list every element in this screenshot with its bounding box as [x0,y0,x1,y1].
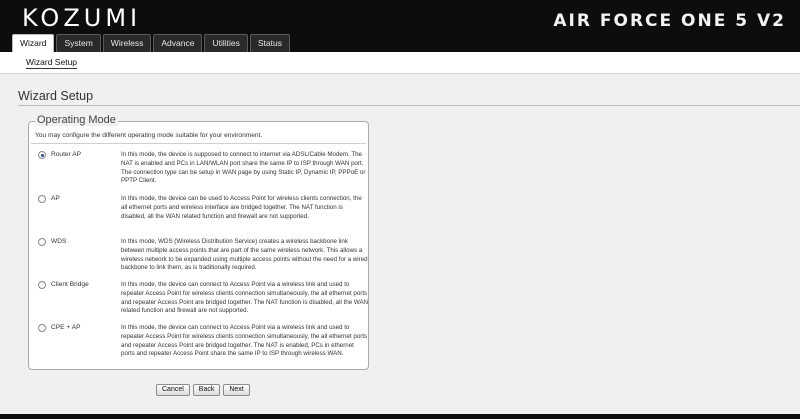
page-title: Wizard Setup [18,89,94,103]
title-divider [18,105,800,106]
next-button[interactable]: Next [223,384,249,396]
radio-ap[interactable] [38,195,46,203]
tab-advance[interactable]: Advance [153,34,202,52]
operating-mode-intro: You may configure the different operating mode suitable for your environment. [35,132,263,139]
mode-label: WDS [51,238,67,245]
cancel-button[interactable]: Cancel [156,384,190,396]
intro-divider [31,143,366,144]
back-button[interactable]: Back [193,384,221,396]
tab-utilities[interactable]: Utilities [204,34,247,52]
mode-label: Client Bridge [51,281,89,288]
mode-description: In this mode, WDS (Wireless Distribution Service) creates a wireless backbone link between multiple access points that are part of the same wireless network. This allows a wireless network to be expanded using multiple access points without the need for a wired backbone to link them, as is traditionally required. [121,238,368,272]
radio-client-bridge[interactable] [38,281,46,289]
mode-label: Router AP [51,151,82,158]
mode-description: In this mode, the device is supposed to connect to internet via ADSL/Cable Modem. The NAT is enabled and PCs in LAN/WLAN port share the same IP to ISP through WAN port. The connection type can be setup in WAN page by using Static IP, Dynamic IP, PPPoE or PPTP Client. [121,151,366,185]
tab-wireless[interactable]: Wireless [103,34,152,52]
tab-status[interactable]: Status [250,34,290,52]
brand-logo: KOZUMI [22,4,142,32]
mode-label: AP [51,195,60,202]
fieldset-legend: Operating Mode [37,114,116,126]
bottom-edge-bar [0,414,800,419]
product-name: AIR FORCE ONE 5 V2 [553,11,786,31]
wizard-button-row [156,384,250,396]
tab-system[interactable]: System [56,34,100,52]
subnav-link-wizard-setup[interactable]: Wizard Setup [26,57,78,67]
mode-description: In this mode, the device can connect to Access Point via a wireless link and used to repeater Access Point for wireless clients connection simultaneously, the all ethernet ports and repeater Access Point are bridged together. The NAT function is disabled, all the WAN related function and firewall are not supported. [121,281,369,315]
main-tab-bar [12,34,290,52]
tab-wizard[interactable]: Wizard [12,34,54,52]
mode-label: CPE + AP [51,324,81,331]
radio-router-ap[interactable] [38,151,46,159]
sub-navigation [0,52,800,74]
radio-wds[interactable] [38,238,46,246]
operating-mode-fieldset [28,114,369,370]
radio-cpe-ap[interactable] [38,324,46,332]
mode-description: In this mode, the device can be used to Access Point for wireless clients connection, the all ethernet ports and wireless interface are bridged together. The NAT function is disabled, all the WAN related function and firewall are not supported. [121,195,362,220]
main-content [0,74,800,419]
mode-description: In this mode, the device can connect to Access Point via a wireless link and used to repeater Access Point for wireless clients connection simultaneously, the all ethernet ports and repeater Access Point are bridged together. The NAT is enabled, PCs in ethernet ports and repeater Access Point share the same IP to ISP through wireless WAN. [121,324,368,358]
